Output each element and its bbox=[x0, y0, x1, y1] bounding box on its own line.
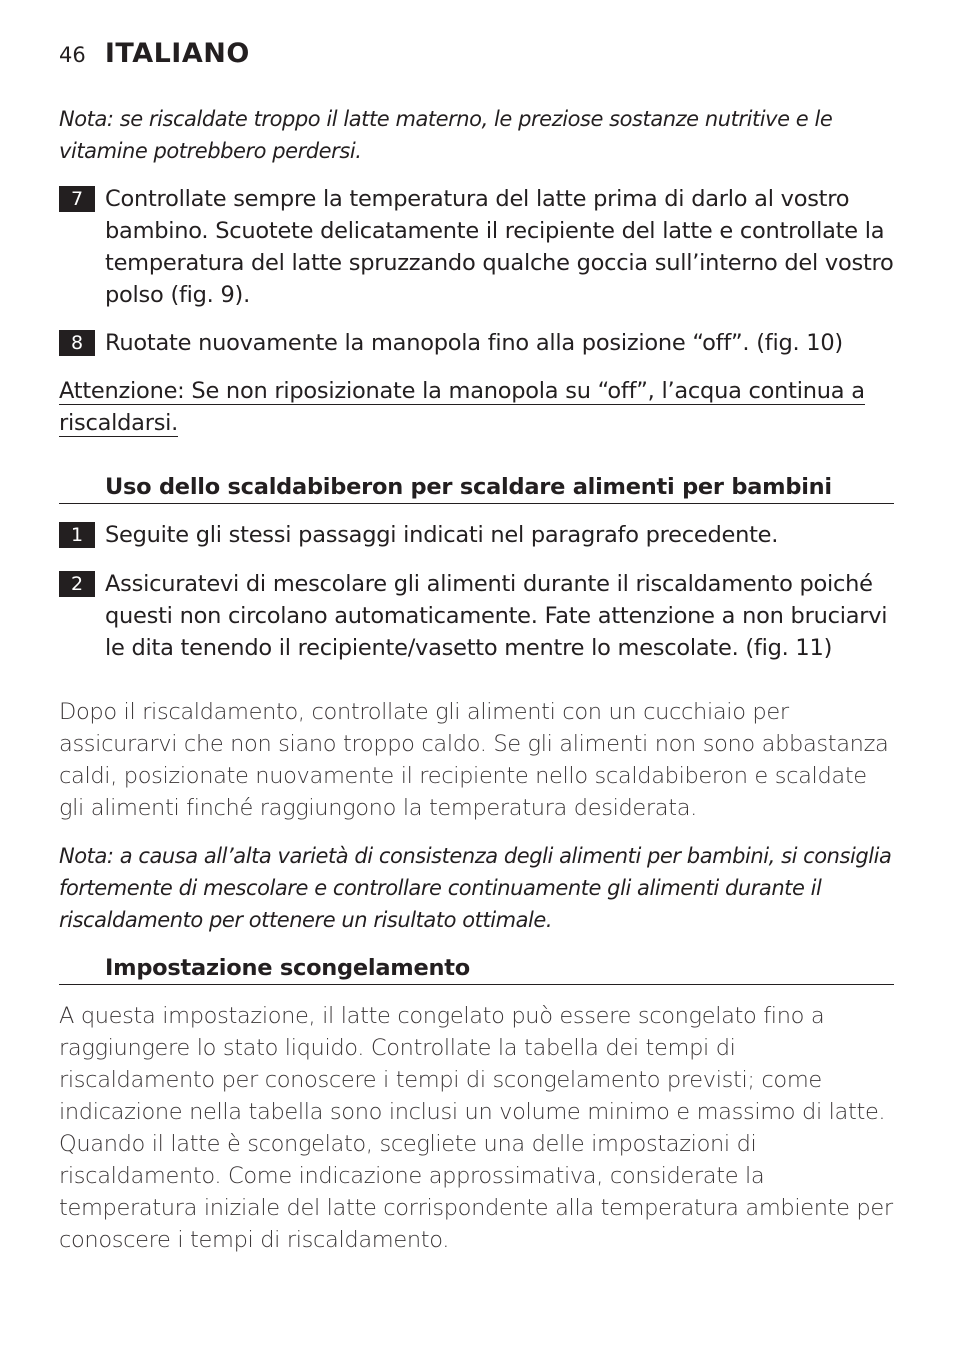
page-header bbox=[59, 38, 250, 69]
paragraph-defrost: A questa impostazione, il latte congelato può essere scongelato fino a raggiungere lo stato liquido. Controllate la tabella dei tempi di riscaldamento per conoscere i tempi di scongelamento previsti; come indicazione nella tabella sono inclusi un volume minimo e massimo di latte. Quando il latte è scongelato, scegliete una delle impostazioni di riscaldamento. Come indicazione approssimativa, considerate la temperatura iniziale del latte corrispondente alla temperatura ambiente per conoscere i tempi di riscaldamento. bbox=[59, 1003, 893, 1253]
language-title: ITALIANO bbox=[104, 38, 250, 69]
step-text: Ruotate nuovamente la manopola fino alla posizione “off”. (fig. 10) bbox=[105, 330, 843, 356]
step-number-badge: 2 bbox=[59, 571, 95, 597]
step-number-badge: 1 bbox=[59, 522, 95, 548]
step-text: Assicuratevi di mescolare gli alimenti durante il riscaldamento poiché questi non circolano automaticamente. Fate attenzione a non bruciarvi le dita tenendo il recipiente/vasetto mentre lo mescolate. (fig. 11) bbox=[105, 571, 888, 661]
page-number: 46 bbox=[59, 43, 86, 67]
warning-text: Attenzione: Se non riposizionate la manopola su “off”, l’acqua continua a riscaldarsi. bbox=[59, 378, 865, 436]
step-number-badge: 7 bbox=[59, 186, 95, 212]
note-baby-food: Nota: a causa all’alta varietà di consistenza degli alimenti per bambini, si consiglia fortemente di mescolare e controllare continuamente gli alimenti durante il riscaldamento per ottenere un risultato ottimale. bbox=[59, 844, 892, 932]
step-text: Seguite gli stessi passaggi indicati nel paragrafo precedente. bbox=[105, 522, 779, 548]
step-text: Controllate sempre la temperatura del latte prima di darlo al vostro bambino. Scuotete delicatamente il recipiente del latte e controllate la temperatura del latte spruzzando qualche goccia sull’interno del vostro polso (fig. 9). bbox=[105, 186, 894, 308]
section-heading-defrost: Impostazione scongelamento bbox=[59, 952, 894, 985]
step-7 bbox=[59, 183, 894, 311]
step-2 bbox=[59, 568, 894, 664]
note-breast-milk: Nota: se riscaldate troppo il latte materno, le preziose sostanze nutritive e le vitamine potrebbero perdersi. bbox=[59, 107, 833, 163]
paragraph-after-heating: Dopo il riscaldamento, controllate gli alimenti con un cucchiaio per assicurarvi che non siano troppo caldo. Se gli alimenti non sono abbastanza caldi, posizionate nuovamente il recipiente nello scaldabiberon e scaldate gli alimenti finché raggiungono la temperatura desiderata. bbox=[59, 699, 889, 821]
step-8 bbox=[59, 327, 894, 359]
section-heading-baby-food: Uso dello scaldabiberon per scaldare alimenti per bambini bbox=[59, 471, 894, 504]
warning-block bbox=[59, 375, 894, 439]
step-number-badge: 8 bbox=[59, 330, 95, 356]
step-1 bbox=[59, 519, 894, 551]
